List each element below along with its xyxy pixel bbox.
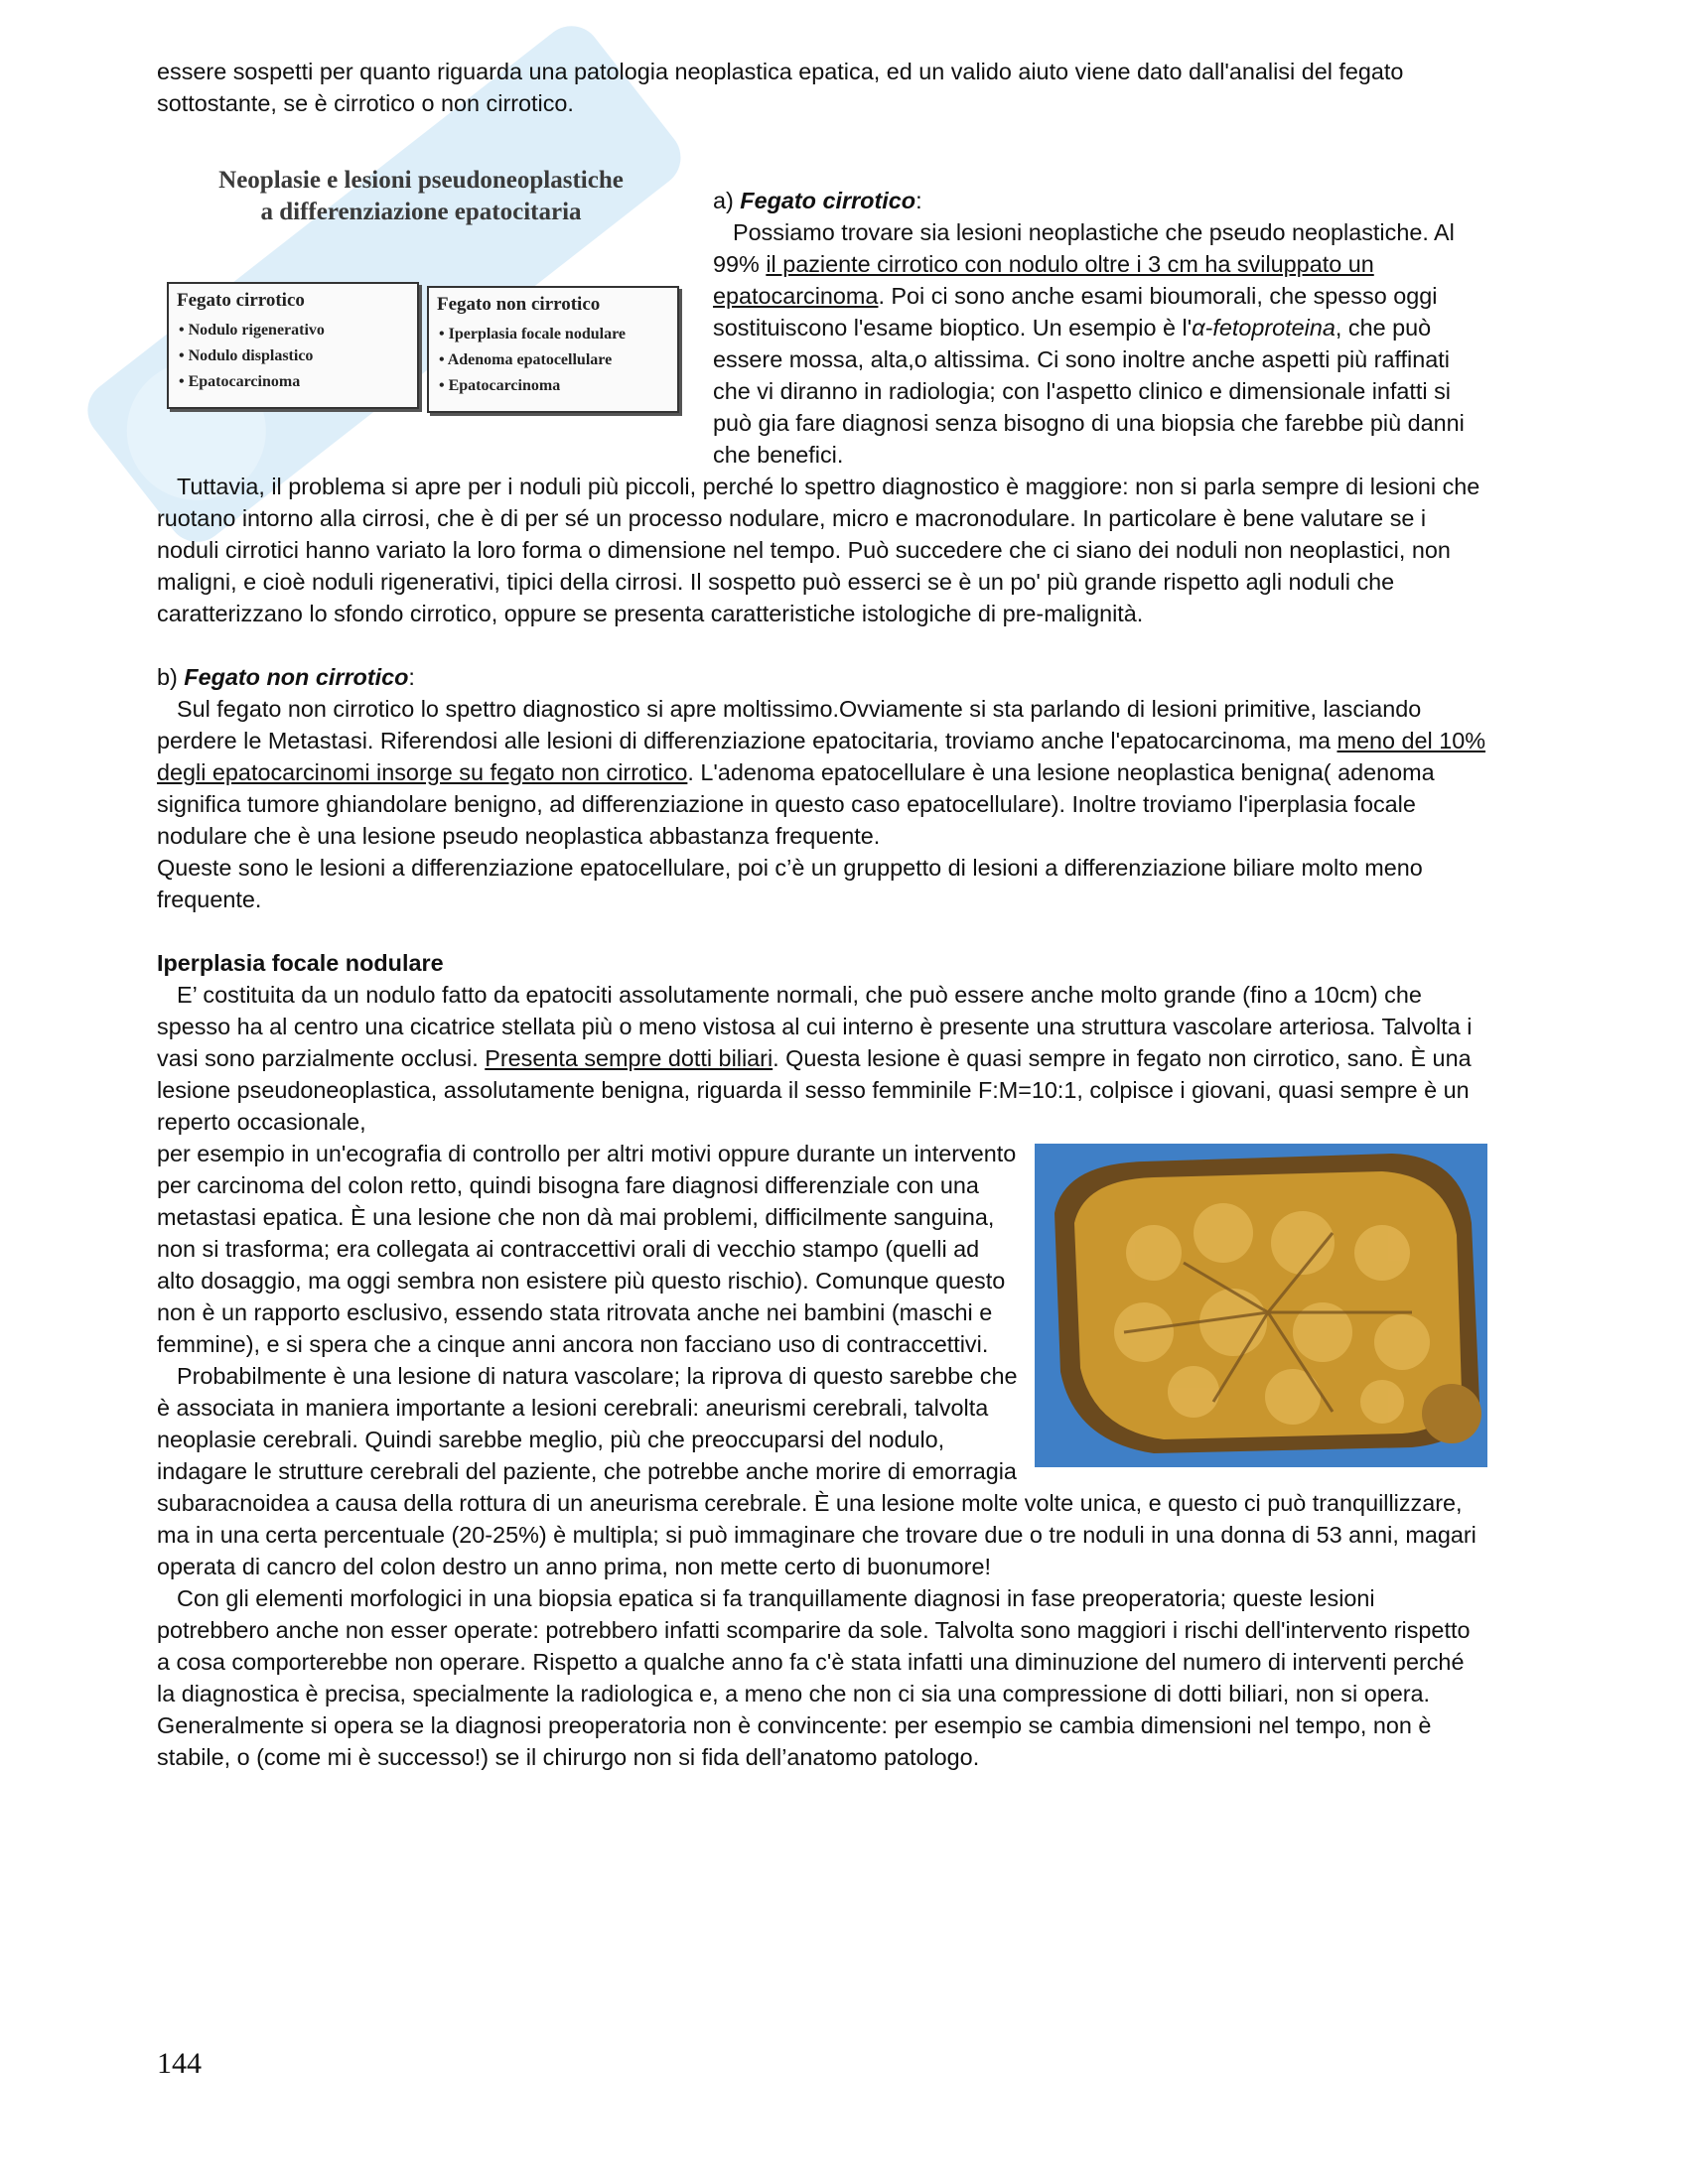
text-run: E’ costituita da un nodulo fatto da epatociti assolutamente normali, che può essere anche molto grande (fino a 10cm) che spesso ha al centro una cicatrice stellata più o meno vistosa al cui interno è presente una struttura vascolare arteriosa. Talvolta i vasi sono parzialmente occlusi. (157, 982, 1473, 1071)
underlined-text: Presenta sempre dotti biliari (485, 1045, 774, 1071)
cirrotic-item: • Epatocarcinoma (179, 369, 417, 395)
ifn-paragraph-1b: per esempio in un'ecografia di controllo per altri motivi oppure durante un intervento per carcinoma del colon retto, quindi bisogna fare diagnosi differenziale con una metastasi epatica. È una lesione che non dà mai problemi, difficilmente sanguina, non si trasforma; era collegata ai contraccettivi orali di vecchio stampo (quelli ad alto dosaggio, ma oggi sembra non esistere più questo rischio). Comunque questo non è un rapporto esclusivo, essendo stata ritrovata anche nei bambini (maschi e femmine), e si spera che a cinque anni ancora non facciano uso di contraccettivi. (157, 1141, 1017, 1357)
italic-term: α-fetoproteina (1192, 315, 1336, 341)
non-cirrotic-box-heading: Fegato non cirrotico (437, 294, 601, 315)
non-cirrotic-box-list (429, 322, 677, 399)
cirrotic-box (167, 282, 419, 409)
section-b-label: Fegato non cirrotico (184, 664, 409, 690)
cirrotic-item: • Nodulo displastico (179, 343, 417, 369)
non-cirrotic-item: • Iperplasia focale nodulare (439, 322, 677, 347)
section-b-colon: : (408, 664, 415, 690)
liver-lesion-image (1035, 1144, 1487, 1467)
section-a-label: Fegato cirrotico (740, 188, 916, 213)
section-b-paragraph-1 (157, 693, 1487, 852)
text-run: . L'adenoma epatocellulare è una lesione neoplastica benigna( adenoma significa tumore ghiandolare benigno, ad differenziazione in questo caso epatocellulare). Inoltre troviamo l'iperplasia focale nodulare che è una lesione pseudo neoplastica abbastanza frequente. (157, 759, 1435, 849)
text-run: . Poi ci sono anche esami bioumorali, che spesso oggi sostituiscono l'esame bioptico. Un esempio è l' (713, 283, 1438, 341)
intro-paragraph: essere sospetti per quanto riguarda una patologia neoplastica epatica, ed un valido aiuto viene dato dall'analisi del fegato sottostante, se è cirrotico o non cirrotico. (157, 59, 1404, 116)
section-a-prefix: a) (713, 188, 741, 213)
page-body (157, 56, 1487, 1773)
diagram-title-line2: a differenziazione epatocitaria (260, 199, 582, 225)
cirrotic-box-list (169, 318, 417, 395)
section-b-prefix: b) (157, 664, 185, 690)
ifn-heading: Iperplasia focale nodulare (157, 950, 444, 976)
text-run: . Questa lesione è quasi sempre in fegato non cirrotico, sano. È una lesione pseudoneoplastica, assolutamente benigna, riguarda il sesso femminile F:M=10:1, colpisce i giovani, quasi sempre è un reperto occasionale, (157, 1045, 1472, 1135)
section-a-paragraph-2: Tuttavia, il problema si apre per i noduli più piccoli, perché lo spettro diagnostico è maggiore: non si parla sempre di lesioni che ruotano intorno alla cirrosi, che è di per sé un processo nodulare, micro e macronodulare. In particolare è bene valutare se i noduli cirrotici hanno variato la loro forma o dimensione nel tempo. Può succedere che ci siano dei noduli non neoplastici, non maligni, e cioè noduli rigenerativi, tipici della cirrosi. Il sospetto può esserci se è un po' più grande rispetto agli noduli che caratterizzano lo sfondo cirrotico, oppure se presenta caratteristiche istologiche di pre-malignità. (157, 474, 1480, 626)
non-cirrotic-box (427, 286, 679, 413)
cirrotic-box-heading: Fegato cirrotico (177, 290, 305, 311)
underlined-text: il paziente cirrotico con nodulo oltre i 3 cm ha sviluppato un epatocarcinoma (713, 251, 1374, 309)
ifn-paragraph-1a (157, 979, 1487, 1138)
diagram-title-line1: Neoplasie e lesioni pseudoneoplastiche (218, 167, 624, 194)
section-b-paragraph-2: Queste sono le lesioni a differenziazione epatocellulare, poi c’è un gruppetto di lesioni a differenziazione biliare molto meno frequente. (157, 855, 1423, 912)
ifn-paragraph-2: Probabilmente è una lesione di natura vascolare; la riprova di questo sarebbe che è associata in maniera importante a lesioni cerebrali: aneurismi cerebrali, talvolta neoplasie cerebrali. Quindi sarebbe meglio, più che preoccuparsi del nodulo, indagare le strutture cerebrali del paziente, che potrebbe anche morire di emorragia subaracnoidea a causa della rottura di un aneurisma cerebrale. È una lesione molte volte unica, e questo ci può tranquillizzare, ma in una certa percentuale (20-25%) è multipla; si può immaginare che trovare due o tre noduli in una donna di 53 anni, magari operata di cancro del colon destro un anno prima, non mette certo di buonumore! (157, 1363, 1477, 1579)
page-number: 144 (157, 2047, 202, 2080)
text-run: , che può essere mossa, alta,o altissima. Ci sono inoltre anche aspetti più raffinati che vi diranno in radiologia; con l'aspetto clinico e dimensionale infatti si può gia fare diagnosi senza bisogno di una biopsia che farebbe più danni che benefici. (713, 315, 1465, 468)
underlined-text: meno del 10% degli epatocarcinomi insorge su fegato non cirrotico (157, 728, 1486, 785)
section-a-colon: : (915, 188, 922, 213)
ifn-paragraph-3: Con gli elementi morfologici in una biopsia epatica si fa tranquillamente diagnosi in fase preoperatoria; queste lesioni potrebbero anche non esser operate: potrebbero infatti scomparire da sole. Talvolta sono maggiori i rischi dell'intervento rispetto a cosa comporterebbe non operare. Rispetto a qualche anno fa c'è stata infatti una diminuzione del numero di interventi perché la diagnostica è precisa, specialmente la radiologica e, a meno che non ci sia una compressione di dotti biliari, non si opera. Generalmente si opera se la diagnosi preoperatoria non è convincente: per esempio se cambia dimensioni nel tempo, non è stabile, o (come mi è successo!) se il chirurgo non si fida dell’anatomo patologo. (157, 1585, 1471, 1770)
text-run: Sul fegato non cirrotico lo spettro diagnostico si apre moltissimo.Ovviamente si sta parlando di lesioni primitive, lasciando perdere le Metastasi. Riferendosi alle lesioni di differenziazione epatocitaria, troviamo anche l'epatocarcinoma, ma (157, 696, 1422, 753)
liver-lesion-photo (1035, 1144, 1487, 1467)
diagram-title (193, 165, 649, 228)
non-cirrotic-item: • Adenoma epatocellulare (439, 347, 677, 373)
non-cirrotic-item: • Epatocarcinoma (439, 373, 677, 399)
lesions-diagram (157, 155, 701, 453)
cirrotic-item: • Nodulo rigenerativo (179, 318, 417, 343)
text-run: Possiamo trovare sia lesioni neoplastiche che pseudo neoplastiche. Al 99% (713, 219, 1455, 277)
section-b-title (157, 661, 1487, 693)
